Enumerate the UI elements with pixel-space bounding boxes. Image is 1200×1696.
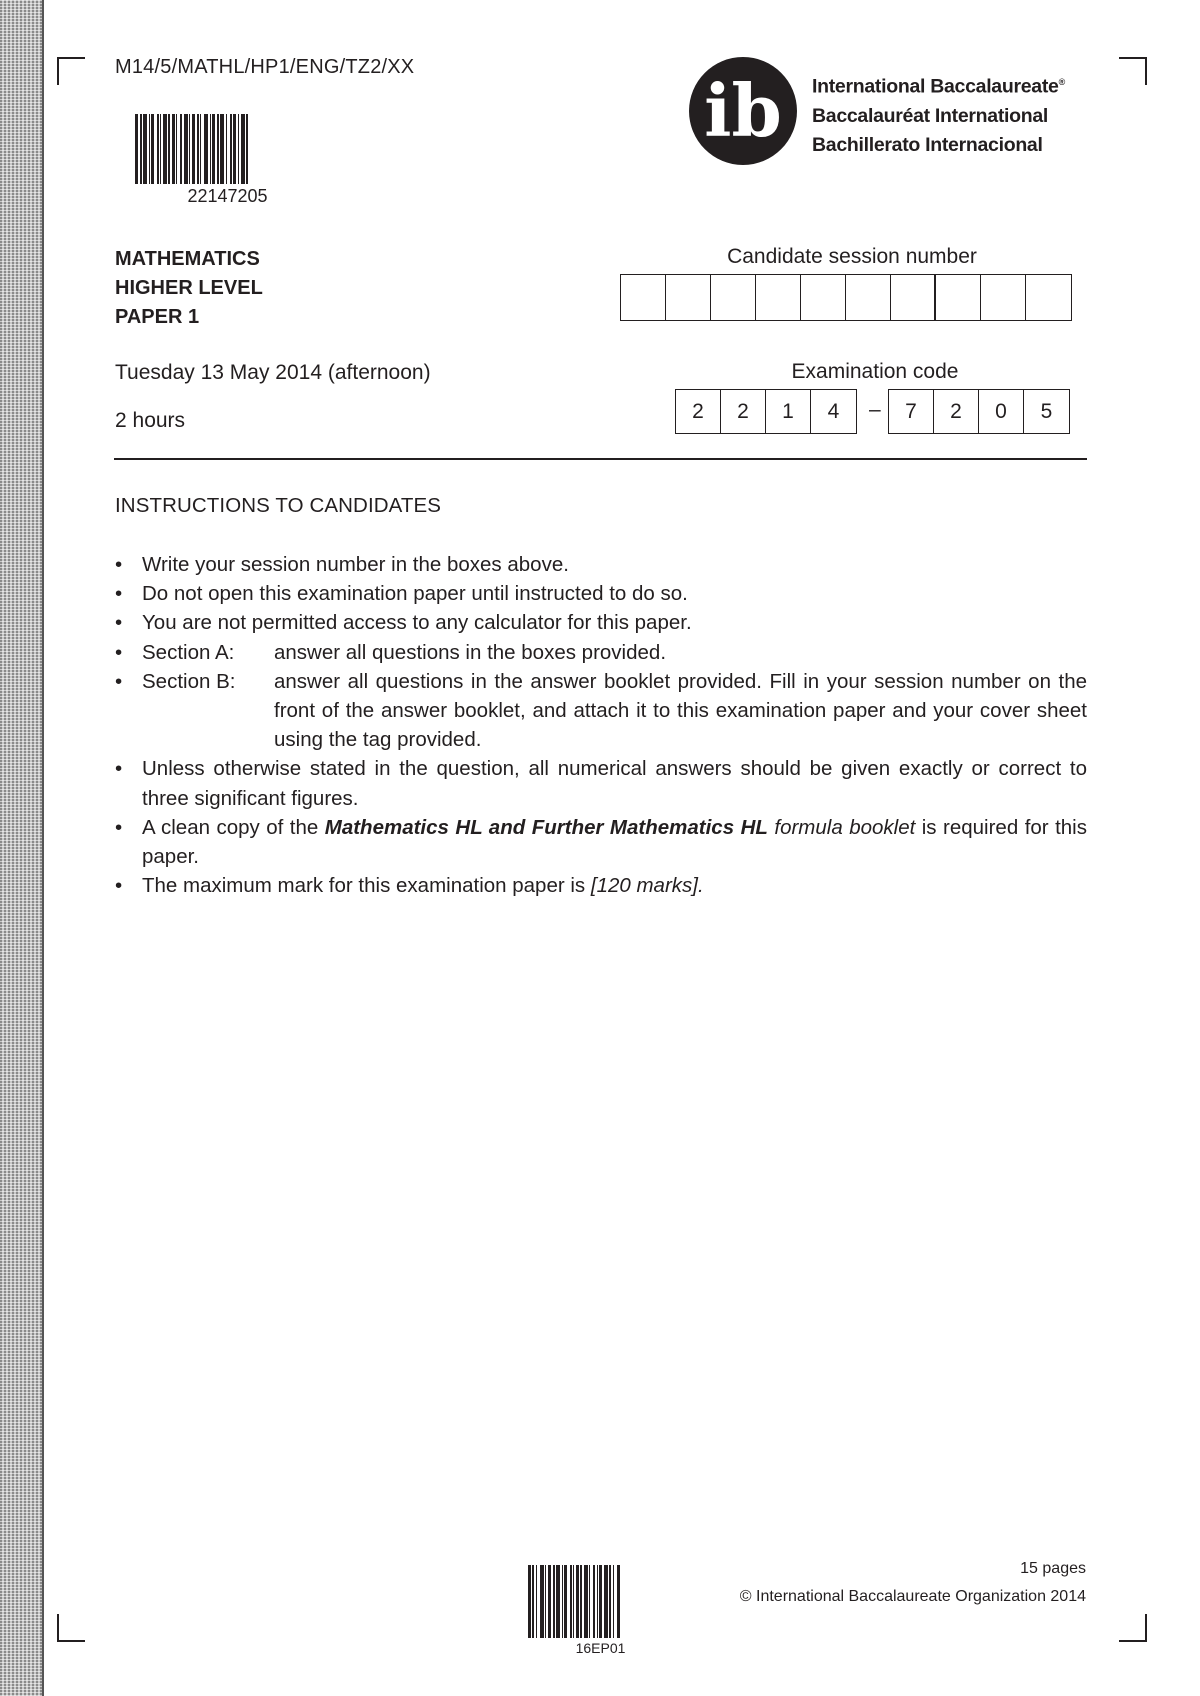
subject-block	[115, 245, 263, 332]
subject-title: MATHEMATICS	[115, 248, 260, 270]
instruction-item: • Do not open this examination paper until instructed to do so.	[115, 579, 1087, 608]
instruction-item-section-a: • Section A: answer all questions in the boxes provided.	[115, 638, 1087, 667]
session-box[interactable]	[801, 275, 846, 320]
instruction-item: • Write your session number in the boxes above.	[115, 550, 1087, 579]
session-box[interactable]	[711, 275, 756, 320]
code-digit: 2	[934, 390, 979, 433]
page-count: 15 pages	[1020, 1560, 1086, 1577]
code-digit: 4	[827, 399, 840, 423]
session-box[interactable]	[981, 275, 1026, 320]
crop-mark-bottom-left	[57, 1614, 85, 1642]
barcode-top	[135, 114, 320, 184]
code-digit: 2	[676, 390, 721, 433]
bullet: •	[115, 640, 123, 664]
bullet: •	[115, 582, 123, 606]
session-box[interactable]	[846, 275, 891, 320]
copyright-notice: © International Baccalaureate Organization 2014	[739, 1588, 1086, 1605]
instruction-item: • Unless otherwise stated in the question, all numerical answers should be given exactly or correct to three significant figures.	[115, 754, 1087, 812]
bullet: •	[115, 553, 123, 576]
code-digit: 5	[1040, 399, 1053, 423]
candidate-session-boxes	[620, 274, 1072, 321]
header-divider	[114, 458, 1087, 460]
barcode-bar	[617, 1565, 620, 1638]
instruction-item: • You are not permitted access to any calculator for this paper.	[115, 608, 1087, 637]
code-digit: 0	[979, 390, 1024, 433]
bullet: •	[115, 874, 123, 898]
ib-logo-text: ib	[704, 68, 782, 153]
subject-paper: PAPER 1	[115, 306, 200, 328]
session-box[interactable]	[891, 275, 936, 320]
instructions-heading: INSTRUCTIONS TO CANDIDATES	[115, 494, 442, 517]
bullet: •	[115, 669, 123, 693]
instruction-item-section-b: • Section B: answer all questions in the answer booklet provided. Fill in your session number on the front of the answer booklet, and attach it to this examination paper and your cover sheet using the tag provided.	[115, 667, 1087, 755]
instruction-item-max-mark: • The maximum mark for this examination paper is [120 marks].	[115, 871, 1087, 900]
session-box[interactable]	[756, 275, 801, 320]
bullet: •	[115, 815, 123, 839]
organisation-name-fr: Baccalauréat International	[812, 104, 1049, 127]
subject-level: HIGHER LEVEL	[115, 277, 263, 299]
barcode-bar	[248, 114, 251, 184]
exam-date: Tuesday 13 May 2014 (afternoon)	[115, 361, 431, 384]
ib-logo	[688, 56, 798, 166]
code-digit: 1	[766, 390, 811, 433]
code-digit: 2	[721, 390, 766, 433]
max-marks: [120 marks]	[590, 874, 698, 898]
organisation-name-es: Bachillerato Internacional	[812, 133, 1043, 156]
examination-code-part2	[888, 389, 1070, 434]
examination-code-separator: –	[869, 398, 881, 421]
barcode-bottom-number: 16EP01	[575, 1640, 626, 1656]
crop-mark-top-right	[1119, 57, 1147, 85]
registered-mark: ®	[1058, 77, 1065, 87]
scanned-edge-strip	[0, 0, 44, 1696]
document-code: M14/5/MATHL/HP1/ENG/TZ2/XX	[115, 56, 415, 78]
session-box[interactable]	[666, 275, 711, 320]
formula-booklet-title: Mathematics HL and Further Mathematics HL	[324, 815, 768, 839]
section-b-label: Section B:	[142, 669, 236, 693]
bullet: •	[115, 611, 123, 635]
code-digit: 7	[889, 390, 934, 433]
instruction-item-formula-booklet: • A clean copy of the Mathematics HL and Further Mathematics HL formula booklet is required for this paper.	[115, 813, 1087, 871]
crop-mark-bottom-right	[1119, 1614, 1147, 1642]
session-box[interactable]	[621, 275, 666, 320]
organisation-name-en: International Baccalaureate	[812, 75, 1059, 98]
exam-duration: 2 hours	[115, 409, 186, 432]
instructions-list	[115, 550, 1087, 900]
barcode-bottom	[528, 1565, 673, 1638]
barcode-top-number: 22147205	[187, 186, 268, 206]
organisation-names	[812, 68, 1065, 160]
crop-mark-top-left	[57, 57, 85, 85]
candidate-session-label: Candidate session number	[727, 245, 977, 268]
examination-code-part1	[675, 389, 857, 434]
section-a-label: Section A:	[142, 640, 235, 664]
bullet: •	[115, 757, 123, 781]
session-box[interactable]	[936, 275, 981, 320]
session-box[interactable]	[1026, 275, 1071, 320]
examination-code-label: Examination code	[791, 360, 959, 383]
